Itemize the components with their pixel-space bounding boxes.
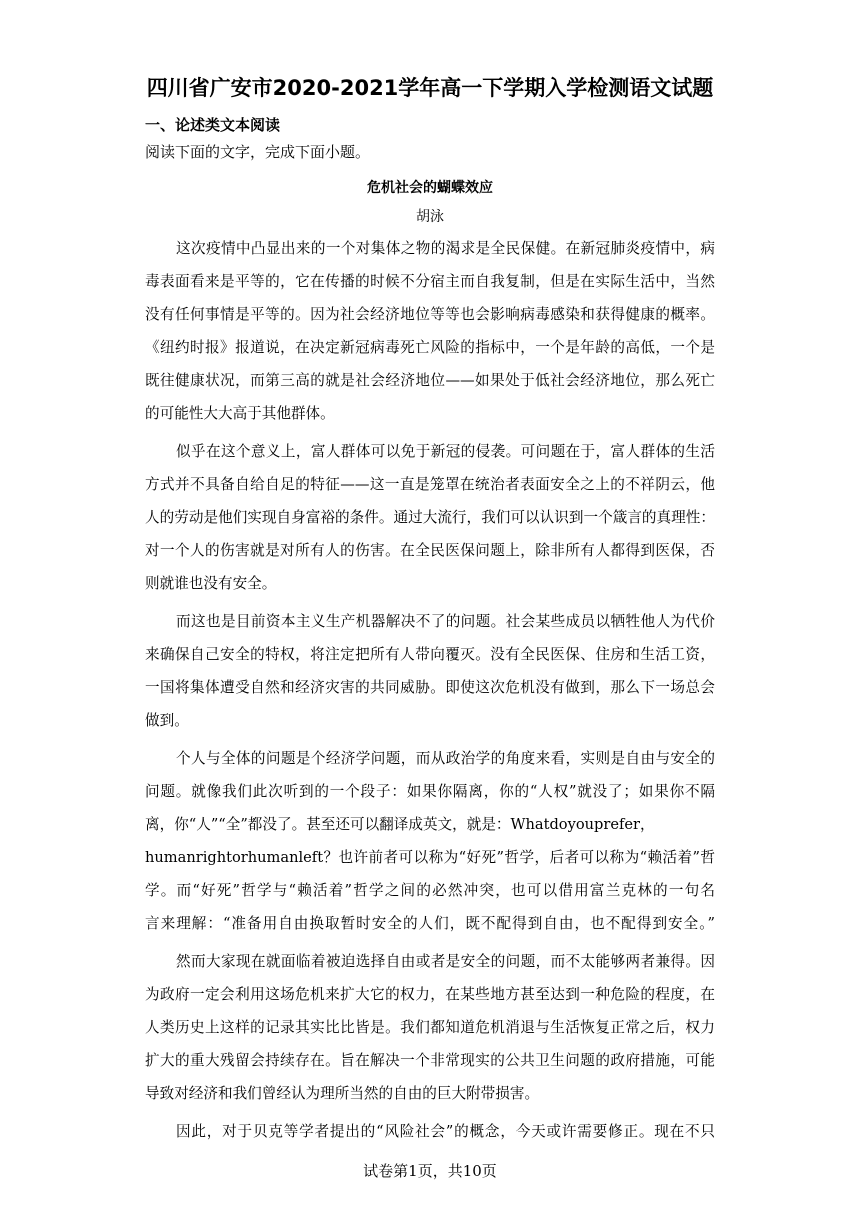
paragraph-line: 这次疫情中凸显出来的一个对集体之物的渴求是全民保健。在新冠肺炎疫情中，病 bbox=[176, 240, 715, 257]
paragraph-line: 为政府一定会利用这场危机来扩大它的权力，在某些地方甚至达到一种危险的程度，在 bbox=[145, 986, 715, 1003]
paragraph-line: 因此，对于贝克等学者提出的“风险社会”的概念，今天或许需要修正。现在不只 bbox=[176, 1123, 715, 1140]
article-author: 胡泳 bbox=[416, 209, 444, 225]
paragraph-line: 既往健康状况，而第三高的就是社会经济地位——如果处于低社会经济地位，那么死亡 bbox=[145, 372, 715, 389]
paragraph-line: 方式并不具备自给自足的特征——这一直是笼罩在统治者表面安全之上的不祥阴云，他 bbox=[145, 476, 715, 493]
article-title: 危机社会的蝴蝶效应 bbox=[367, 180, 493, 196]
paragraph-line: 然而大家现在就面临着被迫选择自由或者是安全的问题，而不太能够两者兼得。因 bbox=[176, 953, 715, 970]
section-heading: 一、论述类文本阅读 bbox=[145, 116, 281, 134]
paragraph-line: 毒表面看来是平等的，它在传播的时候不分宿主而自我复制，但是在实际生活中，当然 bbox=[145, 273, 715, 290]
paragraph-line: 没有任何事情是平等的。因为社会经济地位等等也会影响病毒感染和获得健康的概率。 bbox=[145, 306, 715, 323]
paragraph-line: 言来理解：“准备用自由换取暂时安全的人们，既不配得到自由，也不配得到安全。” bbox=[145, 915, 715, 932]
paragraph-line: 《纽约时报》报道说，在决定新冠病毒死亡风险的指标中，一个是年龄的高低，一个是 bbox=[145, 339, 715, 356]
paragraph-line: humanrightorhumanleft？也许前者可以称为“好死”哲学，后者可以称为“赖活着”哲 bbox=[145, 849, 715, 866]
paragraph-line: 个人与全体的问题是个经济学问题，而从政治学的角度来看，实则是自由与安全的 bbox=[176, 750, 715, 767]
paragraph-line: 一国将集体遭受自然和经济灾害的共同威胁。即使这次危机没有做到，那么下一场总会 bbox=[145, 679, 715, 696]
paragraph-line: 学。而“好死”哲学与“赖活着”哲学之间的必然冲突，也可以借用富兰克林的一句名 bbox=[145, 882, 715, 899]
paragraph-line: 对一个人的伤害就是对所有人的伤害。在全民医保问题上，除非所有人都得到医保，否 bbox=[145, 542, 715, 559]
paragraph-line: 人的劳动是他们实现自身富裕的条件。通过大流行，我们可以认识到一个箴言的真理性： bbox=[145, 509, 715, 526]
paragraph-line: 而这也是目前资本主义生产机器解决不了的问题。社会某些成员以牺牲他人为代价 bbox=[176, 613, 715, 630]
paragraph-line: 则就谁也没有安全。 bbox=[145, 575, 277, 592]
exam-title: 四川省广安市2020-2021学年高一下学期入学检测语文试题 bbox=[146, 76, 714, 100]
paragraph-line: 问题。就像我们此次听到的一个段子：如果你隔离，你的“人权”就没了；如果你不隔 bbox=[145, 783, 715, 800]
paragraph-line: 似乎在这个意义上，富人群体可以免于新冠的侵袭。可问题在于，富人群体的生活 bbox=[176, 443, 715, 460]
page-footer: 试卷第1页，共10页 bbox=[363, 1162, 497, 1180]
paragraph-line: 的可能性大大高于其他群体。 bbox=[145, 405, 335, 422]
paragraph-line: 人类历史上这样的记录其实比比皆是。我们都知道危机消退与生活恢复正常之后，权力 bbox=[145, 1019, 715, 1036]
paragraph-line: 导致对经济和我们曾经认为理所当然的自由的巨大附带损害。 bbox=[145, 1085, 540, 1102]
instruction-text: 阅读下面的文字，完成下面小题。 bbox=[145, 143, 371, 161]
paragraph-line: 扩大的重大残留会持续存在。旨在解决一个非常现实的公共卫生问题的政府措施，可能 bbox=[145, 1052, 715, 1069]
paragraph-line: 做到。 bbox=[145, 712, 189, 729]
paragraph-line: 离，你“人”“全”都没了。甚至还可以翻译成英文，就是：Whatdoyouprefer， bbox=[145, 816, 655, 833]
paragraph-line: 来确保自己安全的特权，将注定把所有人带向覆灭。没有全民医保、住房和生活工资， bbox=[145, 646, 715, 663]
